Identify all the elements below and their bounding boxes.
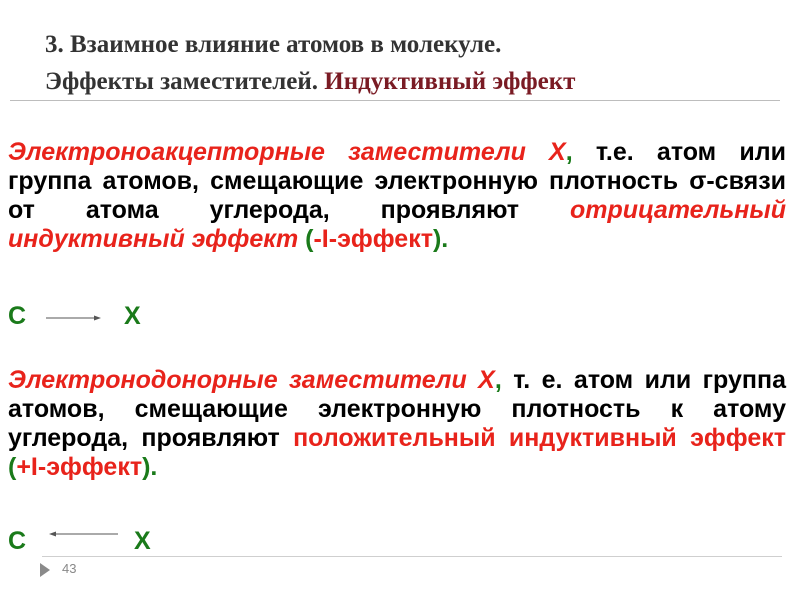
donor-paragraph [8, 366, 786, 482]
page-number: 43 [62, 561, 77, 576]
title-divider [10, 100, 780, 101]
donor-paren-open: ( [8, 453, 17, 481]
donor-comma: , [494, 366, 502, 394]
arrow-left-icon [48, 530, 120, 538]
acceptor-term: Электроноакцепторные заместители X [8, 138, 566, 166]
donor-effect-label: +I-эффект [16, 453, 143, 481]
title-prefix: Эффекты заместителей. [45, 68, 319, 95]
acceptor-text: т.е. атом или группа атомов, смещающие электронную плотность σ-связи от атома углерода, проявляют [8, 138, 786, 224]
donor-term: Электронодонорные заместители X [8, 366, 495, 394]
footer-divider [42, 556, 782, 557]
arrow-right-icon [46, 314, 102, 322]
acceptor-paragraph [8, 138, 786, 254]
acceptor-paren-close: ). [432, 225, 449, 253]
scheme-atom-c: C [8, 302, 27, 330]
acceptor-paren-open: ( [298, 225, 314, 253]
donor-paren-close: ). [142, 453, 158, 481]
donor-text: т. е. атом или группа атомов, смещающие электронную плотность к атому углерода, проявляют [8, 366, 786, 452]
acceptor-comma: , [565, 138, 573, 166]
acceptor-effect-label: -I-эффект [313, 225, 433, 253]
triangle-bullet-icon [40, 563, 50, 577]
title-line-1: 3. Взаимное влияние атомов в молекуле. [45, 31, 502, 58]
title-line-2 [45, 63, 765, 100]
scheme-substituent-x: X [134, 527, 151, 555]
acceptor-effect: отрицательный индуктивный эффект [8, 196, 786, 253]
donor-effect: положительный индуктивный эффект [293, 424, 786, 452]
scheme-atom-c: C [8, 527, 27, 555]
scheme-substituent-x: X [124, 302, 141, 330]
title-accent: Индуктивный эффект [324, 68, 576, 95]
slide-title [45, 26, 765, 100]
